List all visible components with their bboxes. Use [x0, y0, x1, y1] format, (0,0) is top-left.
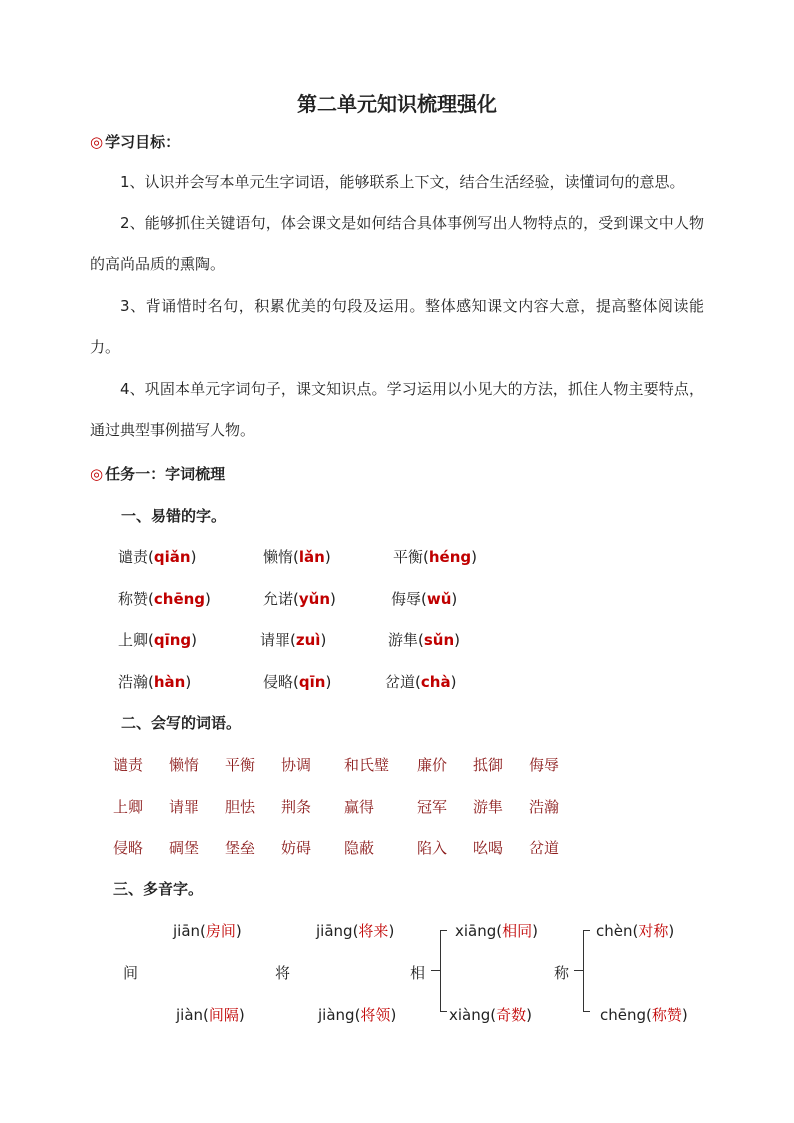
paren: ): [235, 922, 242, 940]
word: 侮辱: [391, 590, 422, 608]
word: 侵略: [263, 673, 294, 691]
vocab-word: 隐蔽: [344, 839, 375, 857]
vocab-word: 碉堡: [169, 839, 200, 857]
pinyin: chēng: [600, 1006, 647, 1024]
polyphonic-char: 称: [554, 964, 570, 982]
paren: (: [354, 1006, 361, 1024]
vocab-word: 陷入: [417, 839, 448, 857]
paren: ): [451, 590, 458, 608]
vocab-word: 侮辱: [529, 756, 560, 774]
word: 岔道: [385, 673, 416, 691]
vocab-word: 上卿: [113, 798, 144, 816]
pinyin: qīn: [298, 673, 326, 691]
paren: (: [148, 590, 154, 608]
reading-bottom: [449, 1004, 532, 1025]
word-pinyin-item: [385, 671, 456, 692]
pinyin: qīng: [153, 631, 192, 649]
pinyin: lǎn: [298, 548, 325, 566]
example-word: 奇数: [496, 1006, 527, 1024]
word: 请罪: [260, 631, 291, 649]
vocab-word: 堡垒: [225, 839, 256, 857]
reading-top: [316, 920, 394, 941]
objective-text: 1、认识并会写本单元生字词语，能够联系上下文，结合生活经验，读懂词句的意思。: [120, 173, 685, 191]
pinyin: qiǎn: [153, 548, 191, 566]
vocab-word: 谴责: [113, 756, 144, 774]
page-title: 第二单元知识梳理强化: [297, 92, 497, 116]
paren: ): [388, 922, 395, 940]
objective-item: [90, 286, 704, 368]
paren: (: [148, 631, 154, 649]
paren: ): [681, 1006, 688, 1024]
pinyin: wǔ: [426, 590, 452, 608]
word: 懒惰: [263, 548, 294, 566]
polyphonic-char: 相: [410, 964, 426, 982]
paren: ): [526, 1006, 532, 1024]
word-pinyin-item: [260, 629, 326, 650]
section2-heading: 二、会写的词语。: [121, 714, 242, 732]
paren: (: [632, 922, 639, 940]
vocab-word: 和氏璧: [344, 756, 390, 774]
word-pinyin-item: [393, 546, 477, 567]
pinyin: jiān: [173, 922, 201, 940]
paren: ): [390, 1006, 397, 1024]
vocab-word: 平衡: [225, 756, 256, 774]
paren: (: [203, 1006, 209, 1024]
paren: ): [450, 673, 457, 691]
task1-heading-label: 任务一：字词梳理: [105, 465, 226, 483]
reading-bottom: [600, 1004, 688, 1025]
objective-item: [90, 369, 704, 451]
objective-text: 2、能够抓住关键语句，体会课文是如何结合具体事例写出人物特点的，受到课文中人物的高尚品质的熏陶。: [90, 214, 704, 273]
task1-heading: [90, 463, 225, 484]
pinyin: chēng: [153, 590, 206, 608]
polyphonic-char: 间: [123, 964, 139, 982]
word-pinyin-item: [118, 629, 197, 650]
paren: (: [423, 548, 429, 566]
pinyin: yǔn: [298, 590, 331, 608]
paren: ): [205, 590, 211, 608]
word-pinyin-item: [118, 546, 196, 567]
paren: ): [532, 922, 538, 940]
pinyin: héng: [428, 548, 472, 566]
objective-text: 4、巩固本单元字词句子，课文知识点。学习运用以小见大的方法，抓住人物主要特点，通过典型事例描写人物。: [90, 380, 704, 439]
pinyin: zuì: [295, 631, 321, 649]
paren: ): [191, 631, 198, 649]
vocab-word: 抵御: [473, 756, 504, 774]
pinyin: xiāng: [455, 922, 497, 940]
word: 游隼: [388, 631, 419, 649]
paren: (: [352, 922, 359, 940]
vocab-word: 请罪: [169, 798, 200, 816]
vocab-word: 懒惰: [169, 756, 200, 774]
example-word: 将来: [358, 922, 389, 940]
objectives-heading: [90, 131, 180, 152]
example-word: 房间: [205, 922, 236, 940]
bullet-icon: ◎: [90, 133, 104, 151]
paren: ): [320, 631, 327, 649]
paren: ): [185, 673, 192, 691]
word: 允诺: [263, 590, 294, 608]
paren: (: [293, 673, 299, 691]
vocab-word: 游隼: [473, 798, 504, 816]
vocab-word: 胆怯: [225, 798, 256, 816]
word: 浩瀚: [118, 673, 149, 691]
example-word: 间隔: [208, 1006, 239, 1024]
pinyin: jiàn: [176, 1006, 204, 1024]
example-word: 相同: [502, 922, 533, 940]
reading-top: [596, 920, 674, 941]
paren: (: [415, 673, 421, 691]
objective-text: 3、背诵惜时名句，积累优美的句段及运用。整体感知课文内容大意，提高整体阅读能力。: [90, 297, 704, 356]
vocab-word: 吆喝: [473, 839, 504, 857]
paren: (: [293, 548, 299, 566]
word-pinyin-item: [118, 671, 191, 692]
paren: ): [668, 922, 675, 940]
paren: ): [454, 631, 461, 649]
word: 谴责: [118, 548, 149, 566]
paren: (: [496, 922, 503, 940]
paren: (: [490, 1006, 497, 1024]
pinyin: xiàng: [449, 1006, 491, 1024]
polyphonic-char: 将: [275, 964, 291, 982]
paren: (: [293, 590, 299, 608]
bracket-tick: [431, 970, 441, 971]
word: 平衡: [393, 548, 424, 566]
paren: ): [471, 548, 478, 566]
paren: ): [325, 673, 332, 691]
paren: ): [190, 548, 197, 566]
vocab-word: 协调: [281, 756, 312, 774]
word-pinyin-item: [263, 546, 331, 567]
vocab-word: 侵略: [113, 839, 144, 857]
paren: (: [418, 631, 424, 649]
vocab-word: 赢得: [344, 798, 375, 816]
pinyin: jiàng: [318, 1006, 355, 1024]
pinyin: jiāng: [316, 922, 353, 940]
vocab-word: 岔道: [529, 839, 560, 857]
pinyin: chà: [420, 673, 451, 691]
vocab-word: 荆条: [281, 798, 312, 816]
reading-bottom: [176, 1004, 245, 1025]
vocab-word: 冠军: [417, 798, 448, 816]
reading-top: [455, 920, 538, 941]
paren: (: [200, 922, 206, 940]
paren: (: [290, 631, 296, 649]
paren: (: [646, 1006, 652, 1024]
reading-bottom: [318, 1004, 396, 1025]
section3-heading: 三、多音字。: [113, 880, 204, 898]
pinyin: chèn: [596, 922, 633, 940]
vocab-word: 浩瀚: [529, 798, 560, 816]
vocab-word: 廉价: [417, 756, 448, 774]
paren: (: [148, 673, 154, 691]
example-word: 对称: [638, 922, 669, 940]
objective-item: [90, 203, 704, 285]
word-pinyin-item: [263, 671, 331, 692]
pinyin: sǔn: [423, 631, 455, 649]
paren: (: [421, 590, 427, 608]
objective-item: [90, 162, 704, 203]
example-word: 将领: [360, 1006, 391, 1024]
word-pinyin-item: [388, 629, 460, 650]
example-word: 称赞: [651, 1006, 682, 1024]
bullet-icon: ◎: [90, 465, 104, 483]
bracket-tick: [574, 970, 584, 971]
paren: ): [324, 548, 331, 566]
word: 称赞: [118, 590, 149, 608]
objectives-heading-label: 学习目标：: [105, 133, 181, 151]
vocab-word: 妨碍: [281, 839, 312, 857]
word-pinyin-item: [391, 588, 457, 609]
reading-top: [173, 920, 242, 941]
word: 上卿: [118, 631, 149, 649]
pinyin: hàn: [153, 673, 186, 691]
bracket-xiang: [440, 930, 447, 1012]
section1-heading: 一、易错的字。: [121, 507, 227, 525]
paren: ): [238, 1006, 245, 1024]
paren: ): [330, 590, 336, 608]
paren: (: [148, 548, 154, 566]
word-pinyin-item: [118, 588, 211, 609]
bracket-cheng: [583, 930, 590, 1012]
word-pinyin-item: [263, 588, 336, 609]
